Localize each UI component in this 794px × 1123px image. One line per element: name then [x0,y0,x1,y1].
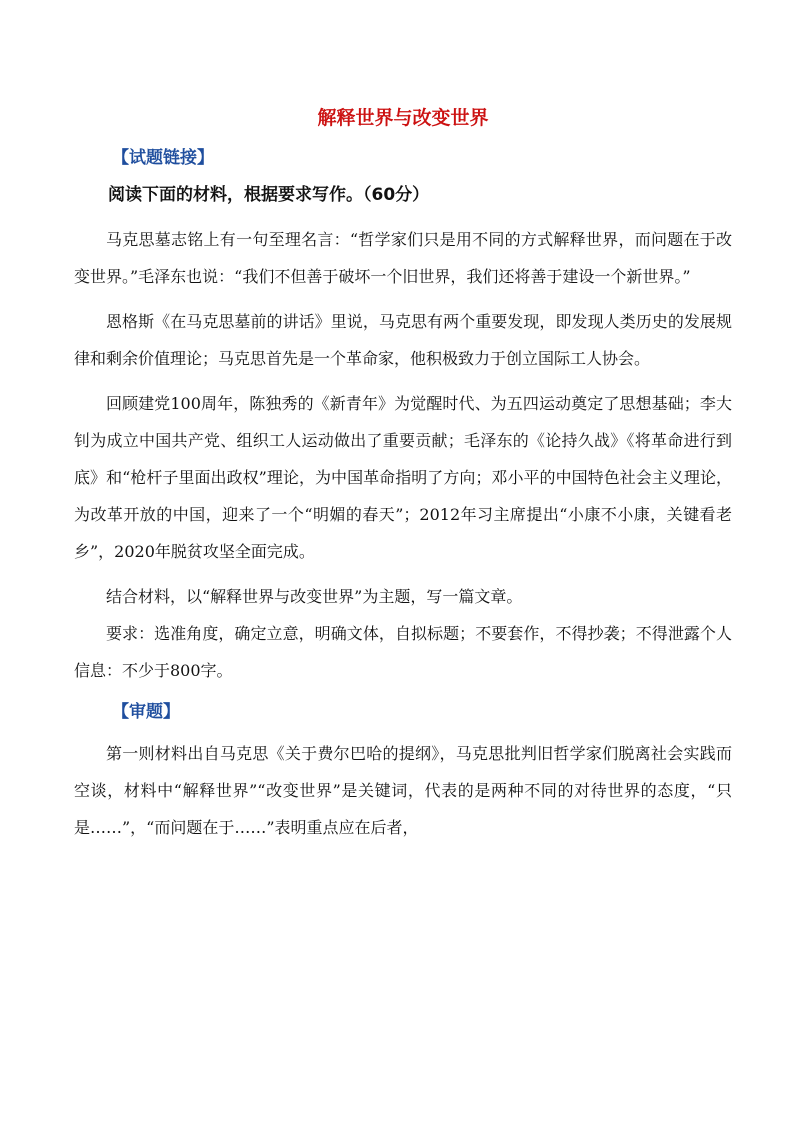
writing-instruction: 阅读下面的材料，根据要求写作。（60分） [108,185,430,205]
review-paragraph: 第一则材料出自马克思《关于费尔巴哈的提纲》，马克思批判旧哲学家们脱离社会实践而空谈，材料中“解释世界”“改变世界”是关键词，代表的是两种不同的对待世界的态度，“只是……”，“而问题在于……”表明重点应在后者， [74,744,732,837]
spacer [74,689,732,697]
material-paragraph-engels: 恩格斯《在马克思墓前的讲话》里说，马克思有两个重要发现，即发现人类历史的发展规律和剩余价值理论；马克思首先是一个革命家，他积极致力于创立国际工人协会。 [74,312,732,368]
spacer [74,570,732,578]
spacer [74,377,732,385]
spacer [74,727,732,735]
spacer [74,213,732,221]
task-paragraph: 结合材料，以“解释世界与改变世界”为主题，写一篇文章。 [106,587,523,606]
requirements-paragraph: 要求：选准角度，确定立意，明确文体，自拟标题；不要套作，不得抄袭；不得泄露个人信息：不少于800字。 [74,624,732,680]
section-heading-review: 【审题】 [112,702,180,722]
document-title: 解释世界与改变世界 [317,107,489,129]
document-body [74,103,732,846]
material-paragraph-history: 回顾建党100周年，陈独秀的《新青年》为觉醒时代、为五四运动奠定了思想基础；李大钊为成立中国共产党、组织工人运动做出了重要贡献；毛泽东的《论持久战》《将革命进行到底》和“枪杆子里面出政权”理论，为中国革命指明了方向；邓小平的中国特色社会主义理论，为改革开放的中国，迎来了一个“明媚的春天”；2012年习主席提出“小康不小康，关键看老乡”，2020年脱贫攻坚全面完成。 [74,394,732,561]
spacer [74,295,732,303]
section-heading-question-link: 【试题链接】 [112,148,214,168]
material-paragraph-marx: 马克思墓志铭上有一句至理名言：“哲学家们只是用不同的方式解释世界，而问题在于改变世界。”毛泽东也说：“我们不但善于破坏一个旧世界，我们还将善于建设一个新世界。” [74,230,732,286]
